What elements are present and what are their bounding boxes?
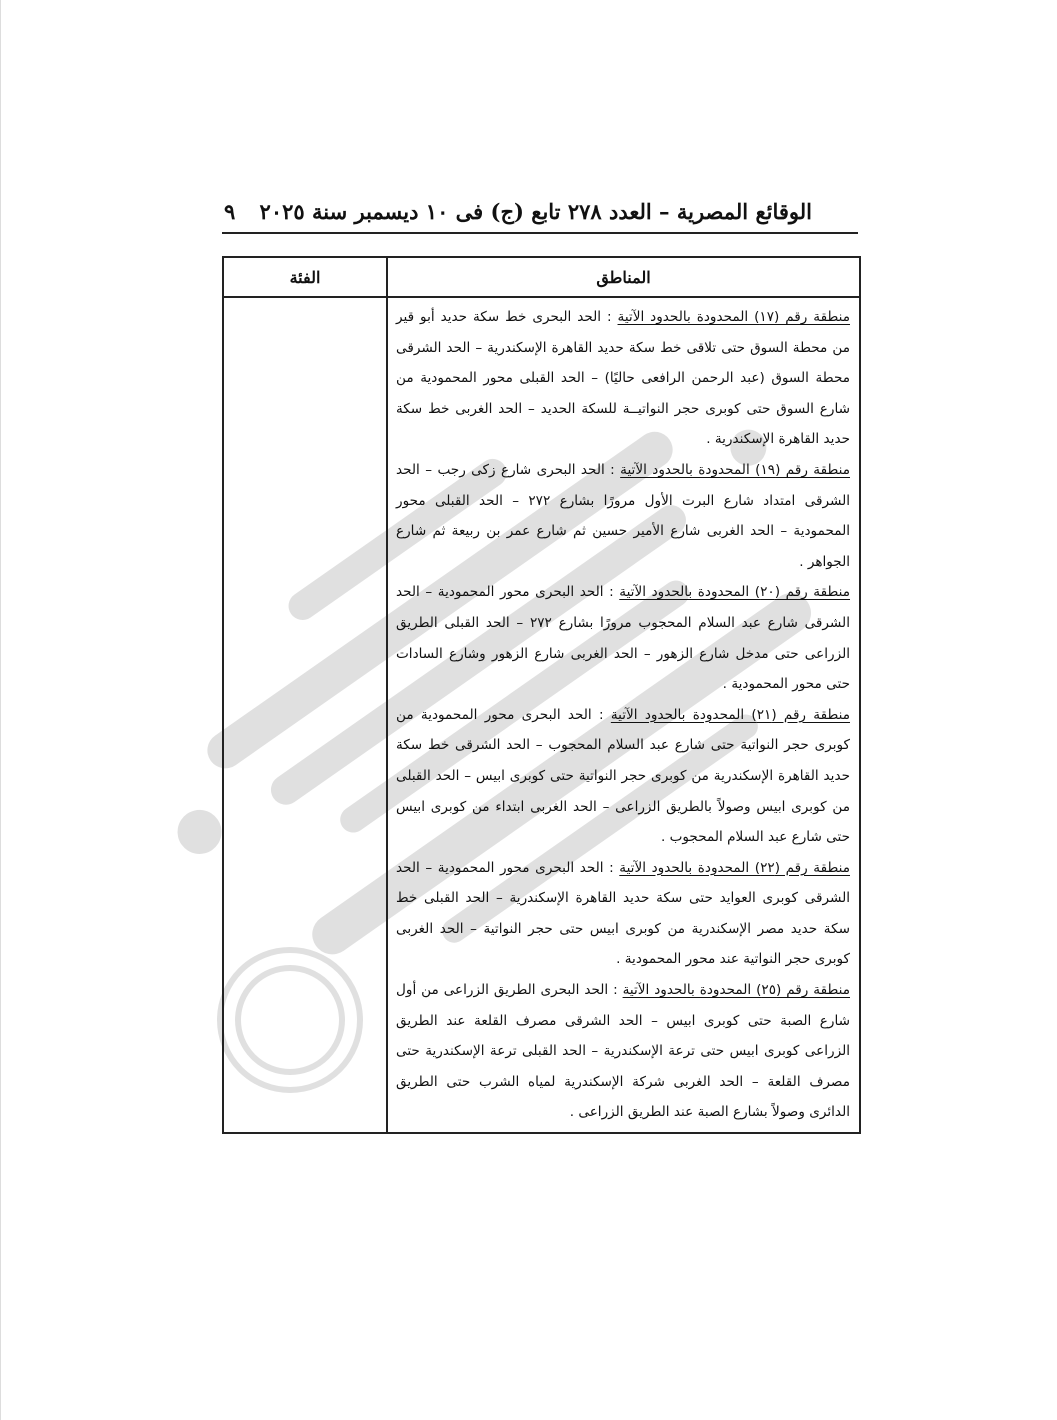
zone-text: : الحد البحرى محور المحمودية – الحد الشرقى كوبرى العوايد حتى سكة حديد القاهرة الإسكندرية – الحد القبلى خط سكة حديد مصر الإسكندرية من كوبرى ابيس حتى حجر النواتية – الحد الغربى كوبرى حجر النواتية عند محور المحمودية . — [396, 859, 850, 968]
zones-cell — [387, 297, 860, 1133]
zone-label: منطقة رقم (١٩) المحدودة بالحدود الآتية — [620, 461, 850, 478]
zone-text: : الحد البحرى خط سكة حديد أبو قير من محطة السوق حتى تلاقى خط سكة حديد القاهرة الإسكندرية – الحد الشرقى محطة السوق (عبد الرحمن الرافعى حاليًا) – الحد القبلى محور المحمودية من شارع السوق حتى كوبرى حجر النواتيــة للسكة الحديد – الحد الغربى خط سكة حديد القاهرة الإسكندرية . — [396, 309, 850, 448]
zone-text: : الحد البحرى محور المحمودية من كوبرى حجر النواتية حتى شارع عبد السلام المحجوب – الحد الشرقى خط سكة حديد القاهرة الإسكندرية من كوبرى حجر النواتية حتى كوبرى ابيس – الحد القبلى من كوبرى ابيس وصولاً بالطريق الزراعى – الحد الغربى ابتداء من كوبرى ابيس حتى شارع عبد السلام المحجوب . — [396, 706, 850, 846]
page-header — [222, 190, 858, 234]
zone-label: منطقة رقم (٢٠) المحدودة بالحدود الآتية — [619, 584, 850, 601]
page-number: ٩ — [224, 198, 236, 224]
zone-label: منطقة رقم (١٧) المحدودة بالحدود الآتية — [617, 309, 850, 325]
zone-text: : الحد البحرى شارع زكى رجب – الحد الشرقى امتداد شارع البرت الأول مرورًا بشارع ٢٧٢ – الحد القبلى محور المحمودية – الحد الغربى شارع الأمير حسين ثم شارع عمر بن ربيعة ثم شارع الجواهر . — [396, 461, 850, 570]
zone-text: : الحد البحرى الطريق الزراعى من أول شارع الصبة حتى كوبرى ابيس – الحد الشرقى مصرف القلعة عند الطريق الزراعى كوبرى ابيس حتى ترعة الإسكندرية – الحد القبلى ترعة الإسكندرية حتى مصرف القلعة – الحد الغربى شركة الإسكندرية لمياه الشرب حتى الطريق الدائرى وصولاً بشارع الصبة عند الطريق الزراعى . — [396, 982, 850, 1121]
zone-item — [396, 853, 850, 975]
zone-item — [396, 302, 850, 455]
table-row — [223, 297, 860, 1133]
zone-item — [396, 975, 850, 1128]
table-header-row — [223, 257, 860, 297]
zone-label: منطقة رقم (٢٥) المحدودة بالحدود الآتية — [622, 982, 850, 999]
zones-column-header: المناطق — [387, 257, 860, 297]
zone-item — [396, 700, 850, 853]
zone-item — [396, 577, 850, 699]
zones-table — [222, 256, 861, 1134]
zone-label: منطقة رقم (٢١) المحدودة بالحدود الآتية — [610, 706, 850, 723]
zone-text: : الحد البحرى محور المحمودية – الحد الشرقى شارع عبد السلام المحجوب مرورًا بشارع ٢٧٢ – الحد القبلى الطريق الزراعى حتى مدخل شارع الزهور – الحد الغربى شارع الزهور وشارع السادات حتى محور المحمودية . — [396, 584, 850, 693]
category-column-header: الفئة — [223, 257, 387, 297]
page-header-title: الوقائع المصرية – العدد ٢٧٨ تابع (ج) فى ١٠ ديسمبر سنة ٢٠٢٥ — [259, 198, 812, 224]
zone-item — [396, 455, 850, 577]
zone-label: منطقة رقم (٢٢) المحدودة بالحدود الآتية — [619, 859, 850, 876]
category-cell — [223, 297, 387, 1133]
